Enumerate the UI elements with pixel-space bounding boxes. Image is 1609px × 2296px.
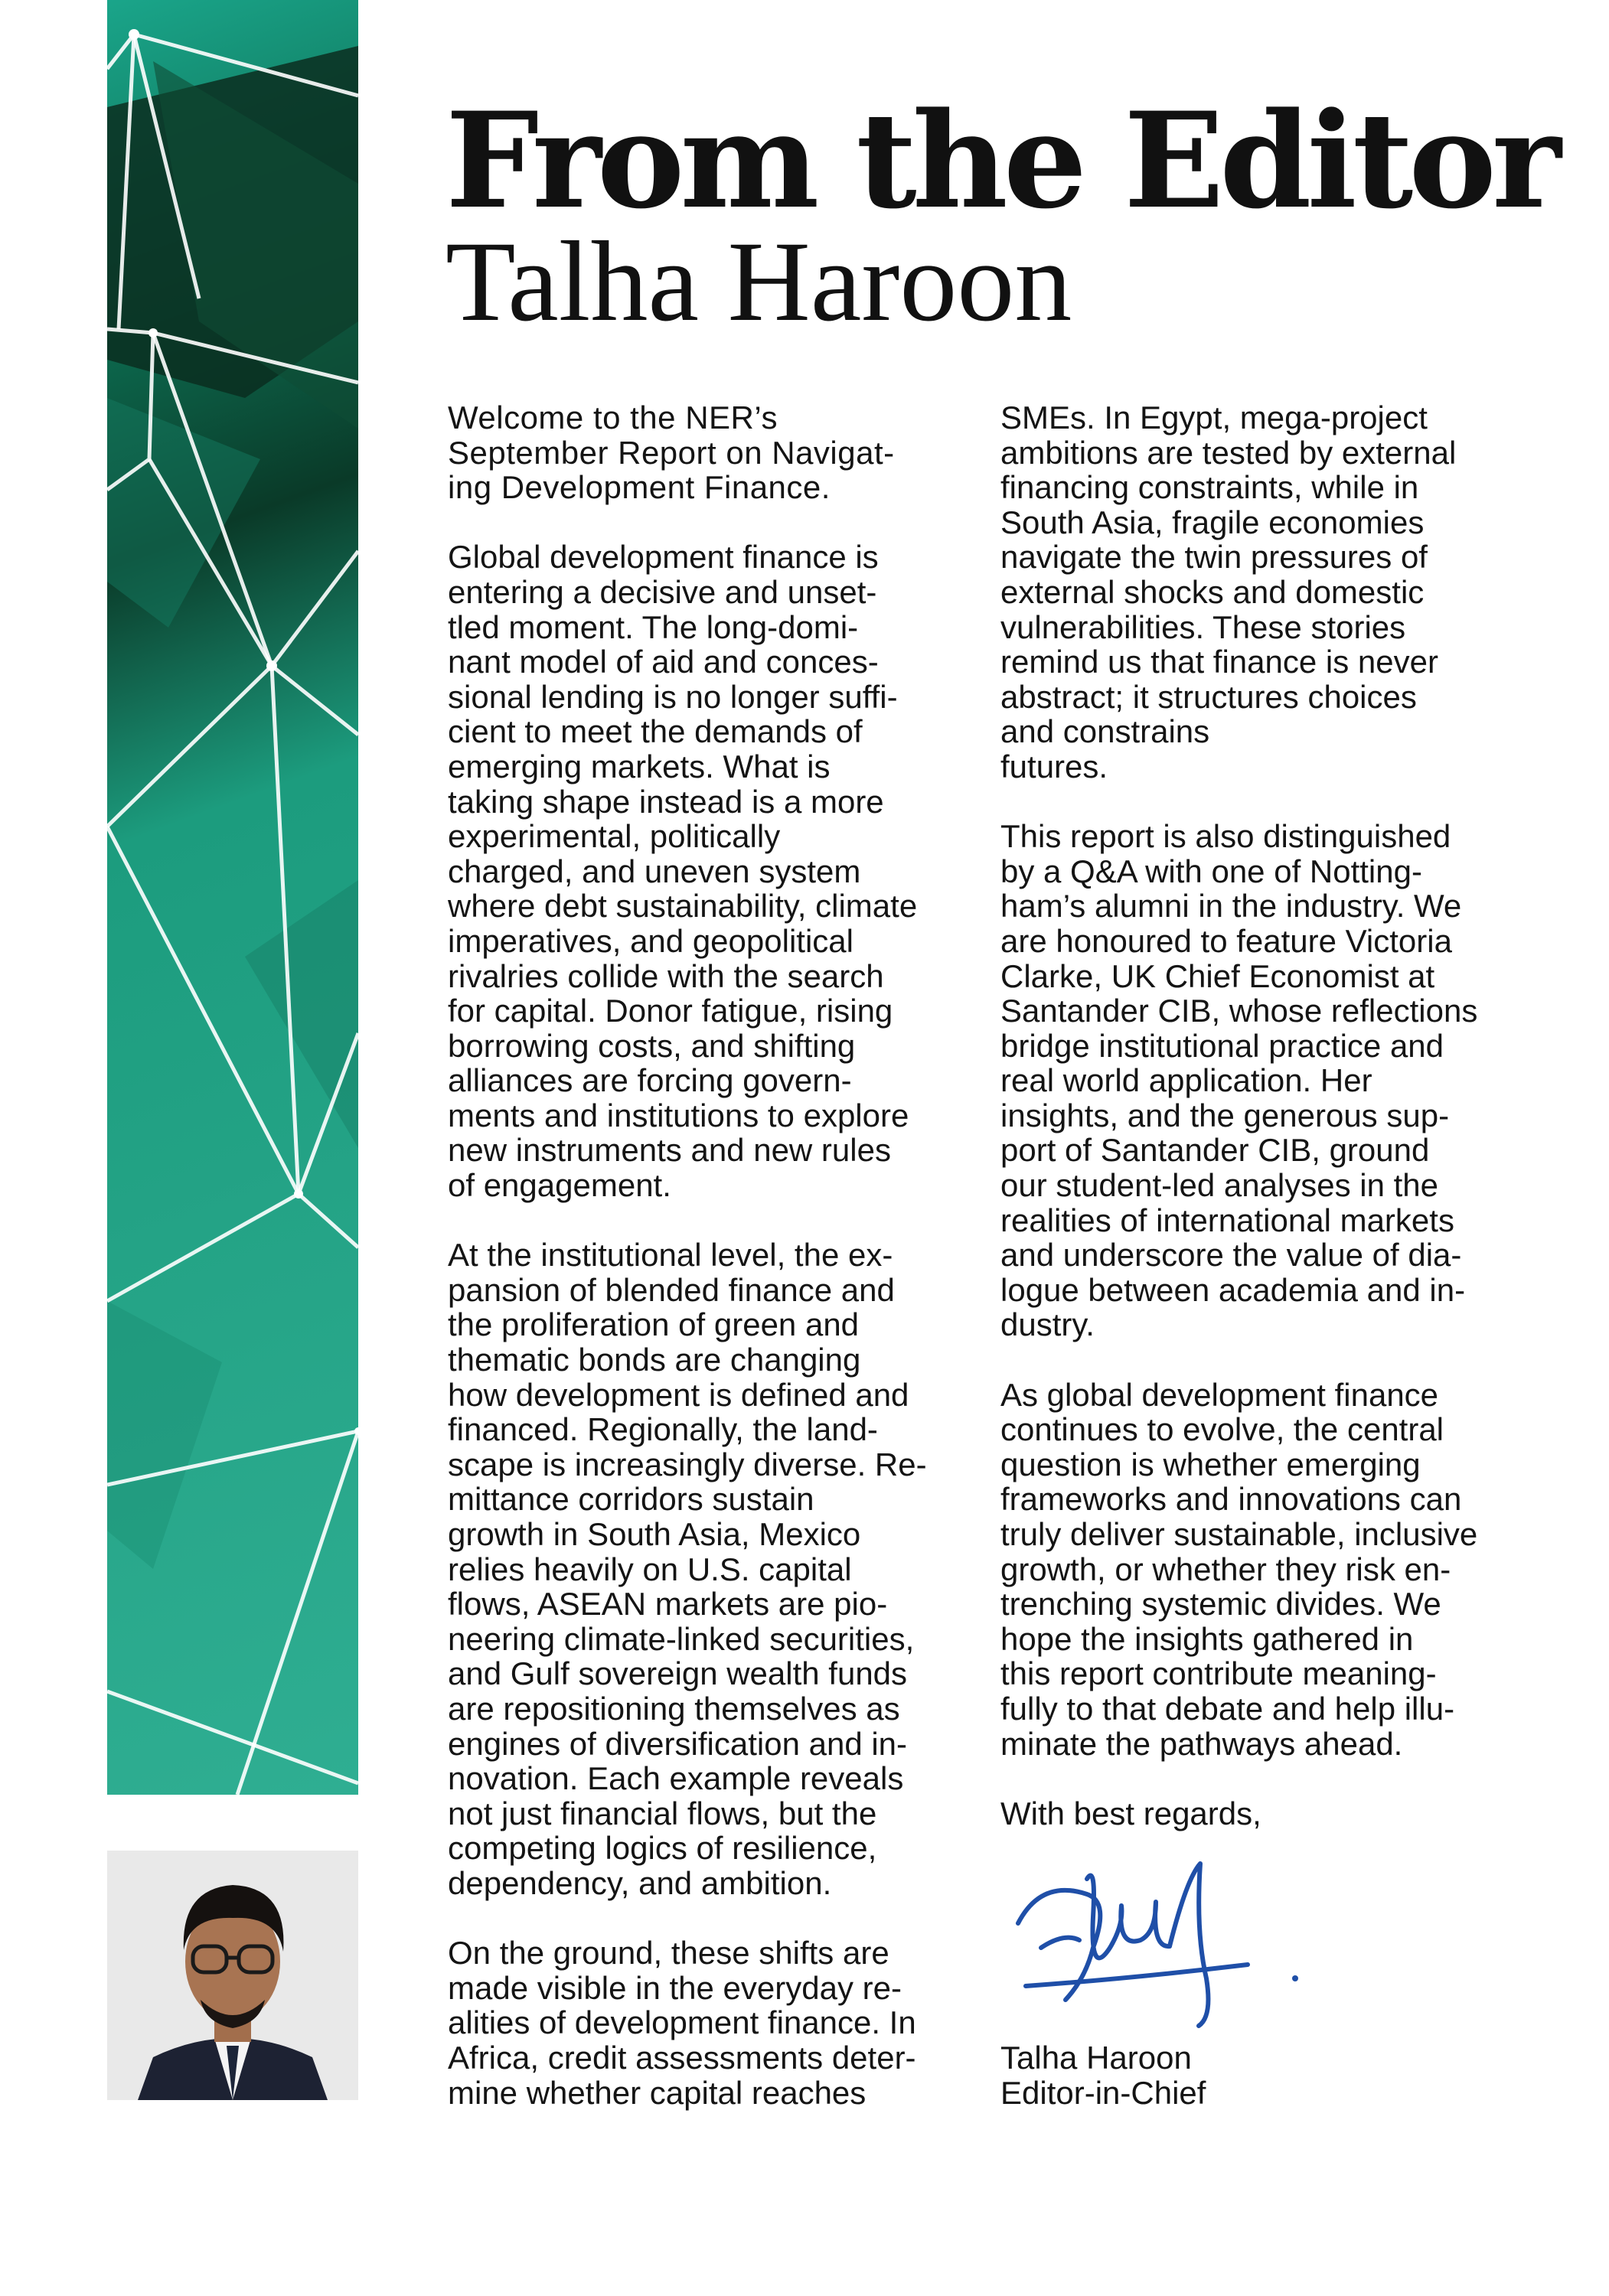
text-line: are repositioning themselves as xyxy=(448,1690,900,1727)
text-line: growth, or whether they risk en- xyxy=(1000,1551,1451,1587)
text-line: nant model of aid and conces- xyxy=(448,644,879,680)
geometric-network-art xyxy=(107,0,358,1795)
text-line: competing logics of resilience, xyxy=(448,1830,877,1867)
text-line: mittance corridors sustain xyxy=(448,1481,814,1518)
text-line: financed. Regionally, the land- xyxy=(448,1411,878,1448)
text-line: cient to meet the demands of xyxy=(448,713,863,750)
text-line: by a Q&A with one of Notting- xyxy=(1000,853,1422,889)
text-line: imperatives, and geopolitical xyxy=(448,922,853,959)
text-line: scape is increasingly diverse. Re- xyxy=(448,1446,927,1482)
text-line: this report contribute meaning- xyxy=(1000,1655,1437,1692)
text-line: dependency, and ambition. xyxy=(448,1864,832,1901)
text-line: charged, and uneven system xyxy=(448,853,861,889)
text-line: continues to evolve, the central xyxy=(1000,1411,1444,1448)
body-paragraph xyxy=(448,1936,962,2110)
text-line: the proliferation of green and xyxy=(448,1306,860,1343)
text-line: Africa, credit assessments deter- xyxy=(448,2039,916,2076)
lead-paragraph xyxy=(448,400,962,505)
text-line: navigate the twin pressures of xyxy=(1000,539,1428,576)
text-line: borrowing costs, and shifting xyxy=(448,1027,856,1064)
text-line: sional lending is no longer suffi- xyxy=(448,678,898,715)
text-line: external shocks and domestic xyxy=(1000,573,1425,610)
text-line: and constrains xyxy=(1000,713,1210,750)
text-line: neering climate-linked securities, xyxy=(448,1620,915,1657)
text-line: mine whether capital reaches xyxy=(448,2074,867,2111)
text-line: novation. Each example reveals xyxy=(448,1760,904,1797)
signoff-name: Talha Haroon xyxy=(1000,2039,1192,2076)
text-line: realities of international markets xyxy=(1000,1202,1454,1238)
signoff-block xyxy=(1000,2040,1521,2110)
text-line: SMEs. In Egypt, mega-project xyxy=(1000,400,1428,435)
text-line: vulnerabilities. These stories xyxy=(1000,608,1406,645)
text-line: Global development finance is xyxy=(448,539,879,576)
text-line: Santander CIB, whose reflections xyxy=(1000,993,1478,1029)
text-line: experimental, politically xyxy=(448,818,781,855)
text-line: tled moment. The long-domi- xyxy=(448,608,859,645)
text-line: remind us that finance is never xyxy=(1000,644,1438,680)
text-line: and Gulf sovereign wealth funds xyxy=(448,1655,908,1692)
body-paragraph xyxy=(1000,819,1521,1342)
text-line: thematic bonds are changing xyxy=(448,1342,861,1378)
text-line: of engagement. xyxy=(448,1167,671,1204)
text-line: ambitions are tested by external xyxy=(1000,434,1457,471)
body-paragraph xyxy=(1000,1378,1521,1762)
text-line: trenching systemic divides. We xyxy=(1000,1586,1441,1623)
text-line: Welcome to the NER’s xyxy=(448,400,778,435)
decorative-art-strip xyxy=(107,0,358,1795)
text-line: South Asia, fragile economies xyxy=(1000,504,1425,540)
text-line: for capital. Donor fatigue, rising xyxy=(448,993,893,1029)
text-line: bridge institutional practice and xyxy=(1000,1027,1444,1064)
page-title: From the Editor xyxy=(445,83,1557,238)
closing-salutation xyxy=(1000,1796,1521,1831)
text-line: port of Santander CIB, ground xyxy=(1000,1132,1430,1169)
text-line: made visible in the everyday re- xyxy=(448,1969,902,2006)
text-line: real world application. Her xyxy=(1000,1062,1372,1099)
text-line: fully to that debate and help illu- xyxy=(1000,1690,1455,1727)
text-line: dustry. xyxy=(1000,1306,1095,1343)
text-line: ham’s alumni in the industry. We xyxy=(1000,888,1462,925)
text-line: alliances are forcing govern- xyxy=(448,1062,852,1099)
text-line: futures. xyxy=(1000,748,1108,784)
text-line: new instruments and new rules xyxy=(448,1132,891,1169)
text-line: ments and institutions to explore xyxy=(448,1097,909,1133)
left-text-column xyxy=(448,400,962,2145)
text-line: not just financial flows, but the xyxy=(448,1795,877,1831)
text-line: entering a decisive and unset- xyxy=(448,573,877,610)
portrait-illustration xyxy=(107,1851,358,2100)
text-line: logue between academia and in- xyxy=(1000,1271,1466,1308)
text-line: engines of diversification and in- xyxy=(448,1725,908,1762)
handwritten-signature xyxy=(995,1833,1317,2040)
text-line: On the ground, these shifts are xyxy=(448,1935,889,1971)
text-line: hope the insights gathered in xyxy=(1000,1620,1414,1657)
body-paragraph xyxy=(448,540,962,1202)
text-line: This report is also distinguished xyxy=(1000,818,1451,855)
text-line: alities of development finance. In xyxy=(448,2004,916,2041)
text-line: growth in South Asia, Mexico xyxy=(448,1516,861,1552)
text-line: financing constraints, while in xyxy=(1000,469,1419,506)
text-line: where debt sustainability, climate xyxy=(448,888,918,925)
author-name: Talha Haroon xyxy=(445,218,1072,345)
text-line: insights, and the generous sup- xyxy=(1000,1097,1450,1133)
text-line: flows, ASEAN markets are pio- xyxy=(448,1586,888,1623)
text-line: and underscore the value of dia- xyxy=(1000,1237,1462,1274)
text-line: pansion of blended finance and xyxy=(448,1271,895,1308)
text-line: taking shape instead is a more xyxy=(448,783,884,820)
text-line: our student-led analyses in the xyxy=(1000,1167,1439,1204)
text-line: Clarke, UK Chief Economist at xyxy=(1000,957,1435,994)
text-line: September Report on Navigat- xyxy=(448,434,895,471)
text-line: are honoured to feature Victoria xyxy=(1000,922,1452,959)
text-line: ing Development Finance. xyxy=(448,469,831,506)
text-line: minate the pathways ahead. xyxy=(1000,1725,1403,1762)
text-line: how development is defined and xyxy=(448,1376,909,1413)
text-line: emerging markets. What is xyxy=(448,748,831,784)
body-paragraph xyxy=(1000,400,1521,784)
signoff-title: Editor-in-Chief xyxy=(1000,2074,1206,2111)
text-line: question is whether emerging xyxy=(1000,1446,1421,1482)
body-paragraph xyxy=(448,1238,962,1900)
text-line: rivalries collide with the search xyxy=(448,957,884,994)
editor-portrait-photo xyxy=(107,1851,358,2100)
text-line: frameworks and innovations can xyxy=(1000,1481,1462,1518)
text-line: abstract; it structures choices xyxy=(1000,678,1417,715)
text-line: relies heavily on U.S. capital xyxy=(448,1551,852,1587)
text-line: At the institutional level, the ex- xyxy=(448,1237,893,1274)
text-line: As global development finance xyxy=(1000,1376,1439,1413)
text-line: truly deliver sustainable, inclusive xyxy=(1000,1516,1478,1552)
text-line: With best regards, xyxy=(1000,1795,1261,1831)
